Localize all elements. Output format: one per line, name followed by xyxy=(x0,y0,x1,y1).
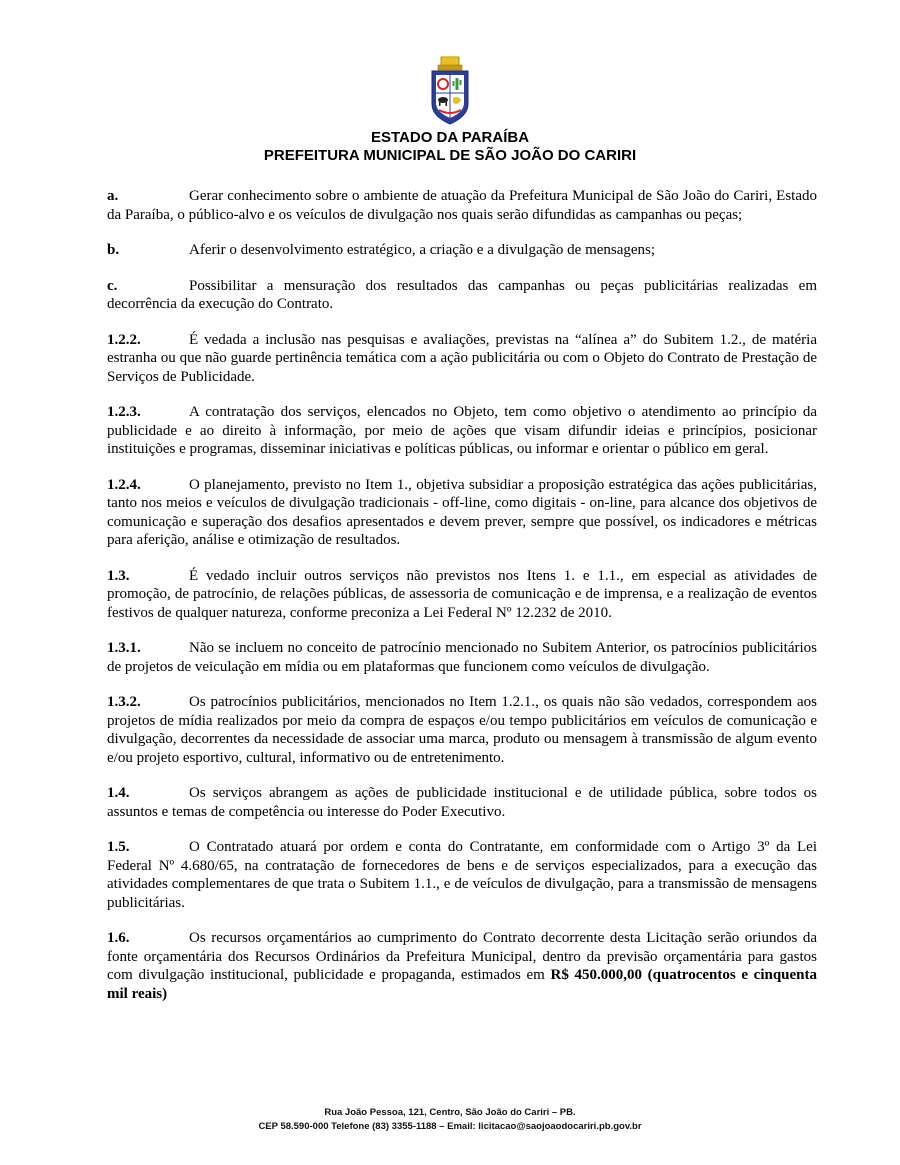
paragraph-number: 1.2.3. xyxy=(107,404,141,420)
paragraph-a xyxy=(107,187,817,224)
paragraph-text: Os serviços abrangem as ações de publicidade institucional e de utilidade pública, sobre todos os assuntos e temas de competência ou interesse do Poder Executivo. xyxy=(107,785,817,820)
paragraph-number: 1.2.2. xyxy=(107,331,141,348)
paragraph-text: É vedada a inclusão nas pesquisas e avaliações, previstas na “alínea a” do Subitem 1.2., de matéria estranha ou que não guarde pertinência temática com a ação publicitária ou com o Objeto do Contrato de Prestação de Serviços de Publicidade. xyxy=(107,331,817,385)
footer-address: Rua João Pessoa, 121, Centro, São João do Cariri – PB. xyxy=(324,1107,576,1118)
paragraph-number: b. xyxy=(107,242,120,258)
municipal-coat-of-arms-icon xyxy=(430,56,470,126)
paragraph-number: 1.4. xyxy=(107,785,130,801)
paragraph-1-3 xyxy=(107,567,817,623)
paragraph-1-4 xyxy=(107,784,817,821)
paragraph-number: 1.5. xyxy=(107,839,130,855)
header-state: ESTADO DA PARAÍBA xyxy=(370,129,530,146)
budget-amount: R$ 450.000,00 (quatrocentos e cinquenta mil reais) xyxy=(107,967,818,1002)
paragraph-text: É vedado incluir outros serviços não previstos nos Itens 1. e 1.1., em especial as atividades de promoção, de patrocínio, de relações públicas, de assessoria de comunicação e de imprensa, e a realização de eventos festivos de qualquer natureza, conforme preconiza a Lei Federal Nº 12.232 de 2010. xyxy=(107,567,817,621)
paragraph-number: 1.3.1. xyxy=(107,640,141,656)
paragraph-number: 1.3.2. xyxy=(107,694,141,710)
paragraph-1-3-2 xyxy=(107,693,817,767)
paragraph-1-2-3 xyxy=(107,403,817,459)
paragraph-b xyxy=(107,241,817,260)
paragraph-1-2-4 xyxy=(107,476,817,550)
footer-contact: CEP 58.590-000 Telefone (83) 3355-1188 – Email: licitacao@saojoaodocariri.pb.gov.br xyxy=(258,1121,642,1132)
paragraph-number: 1.2.4. xyxy=(107,476,141,493)
paragraph-text: Aferir o desenvolvimento estratégico, a criação e a divulgação de mensagens; xyxy=(189,242,656,258)
paragraph-1-6 xyxy=(107,929,817,1003)
paragraph-1-2-2 xyxy=(107,331,817,387)
paragraph-c xyxy=(107,277,817,314)
paragraph-1-3-1 xyxy=(107,639,817,676)
paragraph-text: Possibilitar a mensuração dos resultados das campanhas ou peças publicitárias realizadas em decorrência da execução do Contrato. xyxy=(107,277,817,312)
paragraph-text: Os recursos orçamentários ao cumprimento do Contrato decorrente desta Licitação serão oriundos da fonte orçamentária dos Recursos Ordinários da Prefeitura Municipal, dentro da previsão orçamentária para gastos com divulgação institucional, publicidade e propaganda, estimados em xyxy=(107,930,817,983)
paragraph-text: Os patrocínios publicitários, mencionados no Item 1.2.1., os quais não são vedados, correspondem aos projetos de mídia realizados por meio da compra de espaços e/ou tempo publicitários em veículos de comunicação e divulgação, decorrentes da necessidade de associar uma marca, produto ou mensagem à transmissão de algum evento e/ou projeto esportivo, cultural, informativo ou de entretenimento. xyxy=(107,694,817,766)
document-body xyxy=(107,187,817,1020)
paragraph-text: Não se incluem no conceito de patrocínio mencionado no Subitem Anterior, os patrocínios publicitários de projetos de veiculação em mídia ou em plataformas que funcionem como veículos de divulgação. xyxy=(107,640,817,675)
paragraph-1-5 xyxy=(107,838,817,912)
paragraph-number: a. xyxy=(107,188,119,204)
header-prefecture: PREFEITURA MUNICIPAL DE SÃO JOÃO DO CARIRI xyxy=(263,147,637,164)
paragraph-text: Gerar conhecimento sobre o ambiente de atuação da Prefeitura Municipal de São João do Cariri, Estado da Paraíba, o público-alvo e os veículos de divulgação nos quais serão difundidas as campanhas ou peças; xyxy=(107,188,817,223)
paragraph-number: c. xyxy=(107,277,118,294)
paragraph-text: O Contratado atuará por ordem e conta do Contratante, em conformidade com o Artigo 3º da Lei Federal Nº 4.680/65, na contratação de fornecedores de bens e de serviços especializados, para a execução das atividades complementares de que trata o Subitem 1.1., e de veículos de divulgação, para a transmissão de mensagens publicitárias. xyxy=(107,839,817,911)
paragraph-text: A contratação dos serviços, elencados no Objeto, tem como objetivo o atendimento ao princípio da publicidade e ao direito à informação, por meio de ações que visam difundir ideias e princípios, posicionar instituições e programas, disseminar iniciativas e políticas públicas, ou informar e orientar o público em geral. xyxy=(107,404,817,457)
paragraph-number: 1.6. xyxy=(107,930,130,946)
paragraph-number: 1.3. xyxy=(107,567,130,584)
paragraph-text: O planejamento, previsto no Item 1., objetiva subsidiar a proposição estratégica das ações publicitárias, tanto nos meios e veículos de divulgação tradicionais - off-line, como digitais - on-line, para alcance dos objetivos de comunicação e superação dos desafios apresentados e devem prever, sempre que possível, os indicadores e métricas para aferição, análise e otimização de resultados. xyxy=(107,476,817,548)
